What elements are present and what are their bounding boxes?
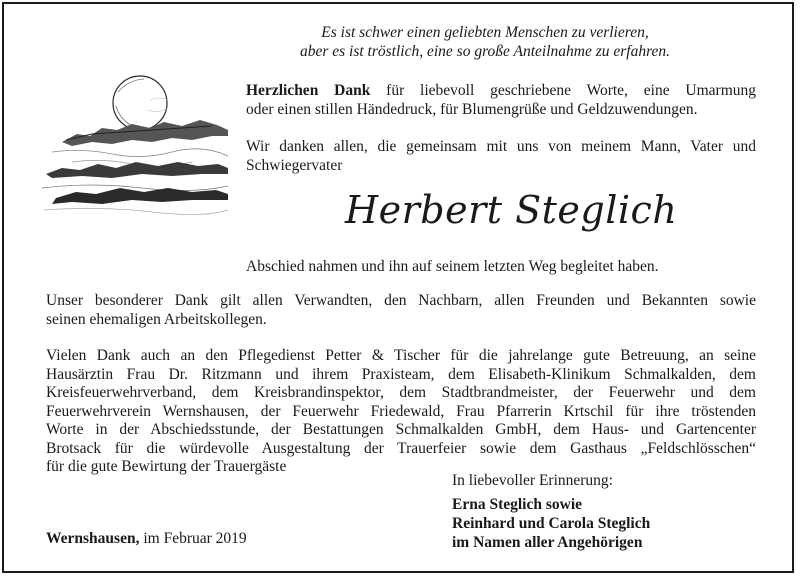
care-thanks-line-7: für die gute Bewirtung der Trauergäste <box>46 458 287 475</box>
special-thanks-paragraph <box>46 292 756 329</box>
thanks-paragraph <box>246 82 756 119</box>
care-thanks-line-3: Kreisfeuerwehrverband, dem Kreisbrandinspektor, dem Stadtbrandmeister, der Feuerwehr und dem <box>46 384 756 401</box>
quote-line-2: aber es ist tröstlich, eine so große Anteilnahme zu erfahren. <box>299 43 671 60</box>
farewell-text: Abschied nahmen und ihn auf seinem letzten Weg begleitet haben. <box>246 258 659 275</box>
care-thanks-line-4: Feuerwehrverein Wernshausen, der Feuerwehr Friedewald, Frau Pfarrerin Krtschil für ihre tröstenden <box>46 402 756 420</box>
signer-line-3: im Namen aller Angehörigen <box>452 534 643 551</box>
care-thanks-line-1: Vielen Dank auch an den Pflegedienst Petter & Tischer für die jahrelange gute Betreuung, an seine <box>46 347 756 364</box>
signers-block <box>452 495 650 552</box>
place-date-text: im Februar 2019 <box>139 530 247 547</box>
intro-paragraph <box>246 138 756 175</box>
care-thanks-line-5: Worte in der Abschiedsstunde, der Bestattungen Schmalkalden GmbH, dem Haus- und Gartencenter <box>46 421 756 438</box>
signer-line-1: Erna Steglich sowie <box>452 496 583 513</box>
place-town: Wernshausen, <box>46 530 140 547</box>
care-thanks-line-2: Hausärztin Frau Dr. Ritzmann und ihrem Praxisteam, dem Elisabeth-Klinikum Schmalkalden, dem <box>46 365 756 383</box>
signer-line-2: Reinhard und Carola Steglich <box>452 515 651 532</box>
thanks-line-2: oder einen stillen Händedruck, für Blumengrüße und Geldzuwendungen. <box>246 100 698 118</box>
opening-quote <box>250 23 720 61</box>
thanks-line-1-rest: für liebevoll geschriebene Worte, eine Umarmung <box>370 82 756 99</box>
place-date <box>46 530 247 548</box>
moon-landscape-illustration <box>32 70 232 220</box>
intro-line-1: Wir danken allen, die gemeinsam mit uns von meinem Mann, Vater und <box>246 138 756 155</box>
quote-line-1: Es ist schwer einen geliebten Menschen zu verlieren, <box>321 24 649 41</box>
care-thanks-paragraph <box>46 347 756 477</box>
special-thanks-line-1: Unser besonderer Dank gilt allen Verwandten, den Nachbarn, allen Freunden und Bekannten sowie <box>46 292 756 309</box>
remembrance-label: In liebevoller Erinnerung: <box>452 472 613 489</box>
special-thanks-line-2: seinen ehemaligen Arbeitskollegen. <box>46 310 267 328</box>
care-thanks-line-6: Brotsack für die würdevolle Ausgestaltung der Trauerfeier sowie dem Gasthaus „Feldschlösschen“ <box>46 439 756 457</box>
deceased-name: Herbert Steglich <box>345 188 678 232</box>
thanks-bold: Herzlichen Dank <box>246 82 371 99</box>
intro-line-2: Schwiegervater <box>246 156 343 174</box>
